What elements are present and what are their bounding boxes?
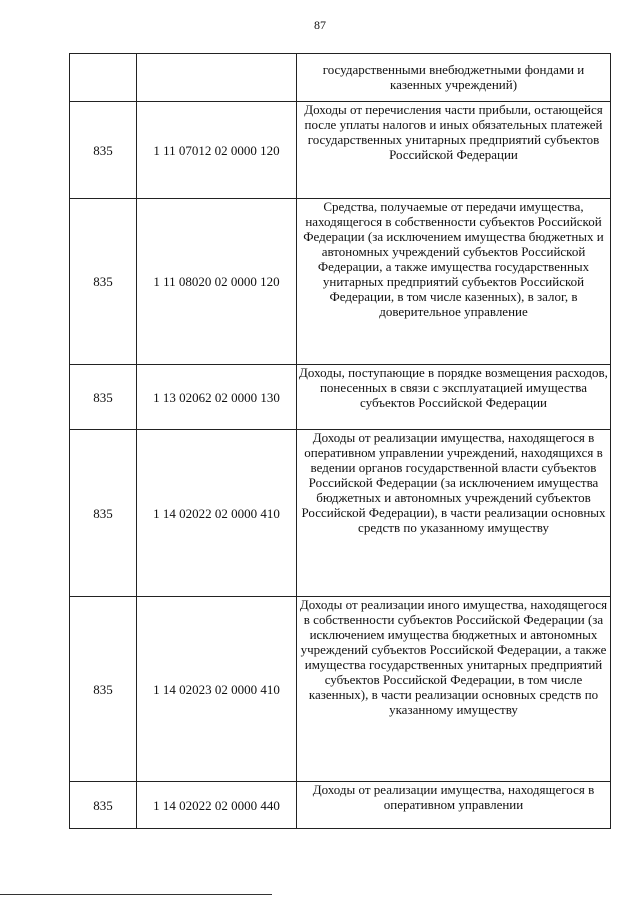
- revenue-code-cell: 1 11 07012 02 0000 120: [137, 102, 297, 199]
- footnote-divider: [0, 894, 272, 895]
- revenue-description-cell: Доходы от реализации иного имущества, находящегося в собственности субъектов Российской Федерации (за исключением имущества бюджетных и автономных учреждений субъектов Российской Федерации, а также имущества государственных унитарных предприятий субъектов Российской Федерации, в том числе казенных), в части реализации основных средств по указанному имуществу: [297, 597, 611, 782]
- revenue-description-cell: Доходы, поступающие в порядке возмещения расходов, понесенных в связи с эксплуатацией имущества субъектов Российской Федерации: [297, 365, 611, 430]
- table-row: [70, 199, 611, 365]
- revenue-description-cell: Доходы от перечисления части прибыли, остающейся после уплаты налогов и иных обязательных платежей государственных унитарных предприятий субъектов Российской Федерации: [297, 102, 611, 199]
- table-row: [70, 430, 611, 597]
- revenue-code-cell: 1 14 02022 02 0000 410: [137, 430, 297, 597]
- table-row: [70, 54, 611, 102]
- revenue-code-cell: 1 14 02022 02 0000 440: [137, 782, 297, 829]
- revenue-description-cell: государственными внебюджетными фондами и казенных учреждений): [297, 54, 611, 102]
- admin-code-cell: 835: [70, 597, 137, 782]
- revenue-code-cell: 1 13 02062 02 0000 130: [137, 365, 297, 430]
- revenue-description-cell: Доходы от реализации имущества, находящегося в оперативном управлении: [297, 782, 611, 829]
- revenue-code-cell: [137, 54, 297, 102]
- table-row: [70, 597, 611, 782]
- table-row: [70, 782, 611, 829]
- admin-code-cell: 835: [70, 365, 137, 430]
- table-row: [70, 365, 611, 430]
- revenue-description-cell: Доходы от реализации имущества, находящегося в оперативном управлении учреждений, находящихся в ведении органов государственной власти субъектов Российской Федерации (за исключением имущества бюджетных и автономных учреждений субъектов Российской Федерации), в части реализации основных средств по указанному имуществу: [297, 430, 611, 597]
- admin-code-cell: 835: [70, 102, 137, 199]
- revenue-code-cell: 1 14 02023 02 0000 410: [137, 597, 297, 782]
- admin-code-cell: 835: [70, 199, 137, 365]
- revenue-code-cell: 1 11 08020 02 0000 120: [137, 199, 297, 365]
- page-number: 87: [314, 18, 326, 32]
- admin-code-cell: 835: [70, 782, 137, 829]
- table-row: [70, 102, 611, 199]
- admin-code-cell: 835: [70, 430, 137, 597]
- budget-revenue-table: [69, 53, 611, 829]
- admin-code-cell: [70, 54, 137, 102]
- revenue-description-cell: Средства, получаемые от передачи имущества, находящегося в собственности субъектов Российской Федерации (за исключением имущества бюджетных и автономных учреждений субъектов Российской Федерации, а также имущества государственных унитарных предприятий субъектов Российской Федерации, в том числе казенных), в залог, в доверительное управление: [297, 199, 611, 365]
